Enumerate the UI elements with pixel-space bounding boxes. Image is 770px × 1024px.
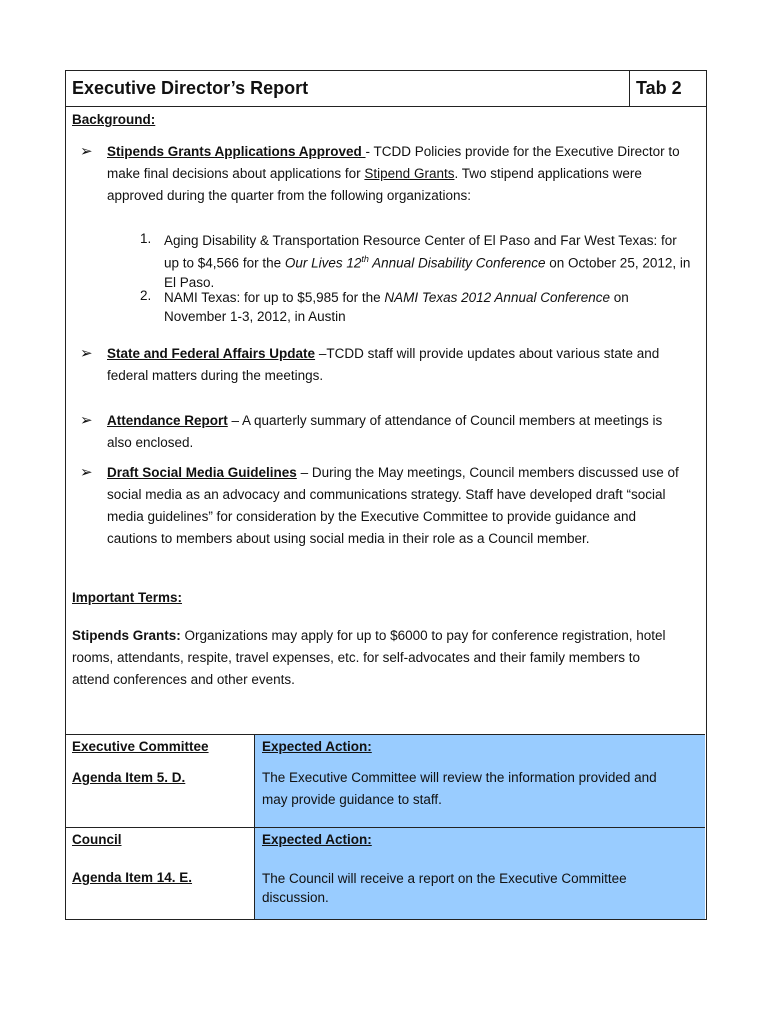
tab-label: Tab 2	[630, 71, 706, 107]
bullet-title: State and Federal Affairs Update	[107, 346, 316, 361]
numbered-item	[164, 288, 709, 326]
bullet-text: make final decisions about applications for	[107, 166, 365, 181]
bullet-title: Draft Social Media Guidelines	[107, 465, 297, 480]
expected-action-label: Expected Action:	[262, 832, 372, 847]
item-number: 2.	[140, 288, 152, 303]
bullet-text: social media as an advocacy and communications strategy. Staff have developed draft “social	[107, 487, 666, 502]
conference-name: Our Lives 12	[284, 255, 362, 271]
terms-text: Organizations may apply for up to $6000 to pay for conference registration, hotel	[180, 628, 666, 643]
bullet-text: . Two stipend applications were	[454, 166, 642, 181]
action-text: may provide guidance to staff.	[262, 792, 442, 807]
bullet-social-media	[107, 462, 702, 550]
action-row-body-cell	[66, 735, 255, 827]
bullet-text: –TCDD staff will provide updates about various state and	[315, 346, 660, 361]
item-text: El Paso.	[164, 274, 215, 290]
bullet-text: cautions to members about using social media in their role as a Council member.	[107, 531, 590, 546]
stipend-grants-link: Stipend Grants	[364, 166, 455, 181]
action-row-action-cell	[255, 735, 705, 827]
bullet-text: approved during the quarter from the following organizations:	[107, 188, 471, 203]
item-text: Aging Disability & Transportation Resource Center of El Paso and Far West Texas: for	[164, 233, 677, 248]
numbered-item	[164, 231, 709, 292]
terms-text: attend conferences and other events.	[72, 672, 295, 687]
item-text: on	[610, 290, 629, 305]
action-row-body-cell	[66, 828, 255, 919]
terms-heading: Important Terms:	[72, 590, 183, 605]
bullet-text: – During the May meetings, Council members discussed use of	[296, 465, 679, 480]
bullet-state-federal	[107, 343, 697, 387]
committee-name: Executive Committee	[72, 739, 209, 754]
action-text: discussion.	[262, 890, 329, 905]
background-heading: Background:	[72, 112, 156, 127]
terms-text: rooms, attendants, respite, travel expenses, etc. for self-advocates and their family members to	[72, 650, 641, 665]
bullet-attendance	[107, 410, 697, 454]
arrow-bullet-icon: ➢	[80, 143, 93, 160]
agenda-item: Agenda Item 5. D.	[72, 770, 186, 785]
expected-action-text	[262, 869, 702, 907]
bullet-stipends	[107, 141, 697, 207]
bullet-text: media guidelines” for consideration by the Executive Committee to provide guidance and	[107, 509, 637, 524]
report-frame	[65, 70, 707, 920]
arrow-bullet-icon: ➢	[80, 345, 93, 362]
terms-definition	[72, 625, 702, 691]
bullet-text: - TCDD Policies provide for the Executive Director to	[365, 144, 680, 159]
bullet-text: – A quarterly summary of attendance of Council members at meetings is	[227, 413, 663, 428]
report-title: Executive Director’s Report	[66, 71, 630, 107]
item-text: on October 25, 2012, in	[545, 255, 691, 271]
action-table	[66, 734, 705, 919]
expected-action-label: Expected Action:	[262, 739, 372, 754]
action-text: The Council will receive a report on the Executive Committee	[262, 871, 627, 886]
arrow-bullet-icon: ➢	[80, 412, 93, 429]
bullet-title: Stipends Grants Applications Approved	[107, 144, 366, 159]
action-text: The Executive Committee will review the information provided and	[262, 770, 657, 785]
item-text: November 1-3, 2012, in Austin	[164, 309, 346, 324]
agenda-item: Agenda Item 14. E.	[72, 870, 193, 885]
expected-action-text	[262, 767, 702, 811]
committee-name: Council	[72, 832, 122, 847]
bullet-title: Attendance Report	[107, 413, 228, 428]
superscript: th	[361, 254, 369, 264]
terms-label: Stipends Grants:	[72, 628, 181, 643]
bullet-text: also enclosed.	[107, 435, 194, 450]
action-row-action-cell	[255, 828, 705, 919]
bullet-text: federal matters during the meetings.	[107, 368, 324, 383]
arrow-bullet-icon: ➢	[80, 464, 93, 481]
conference-name: Annual Disability Conference	[368, 255, 546, 271]
conference-name: NAMI Texas 2012 Annual Conference	[384, 290, 611, 305]
item-number: 1.	[140, 231, 152, 246]
item-text: up to $4,566 for the	[164, 255, 285, 271]
item-text: NAMI Texas: for up to $5,985 for the	[164, 290, 385, 305]
